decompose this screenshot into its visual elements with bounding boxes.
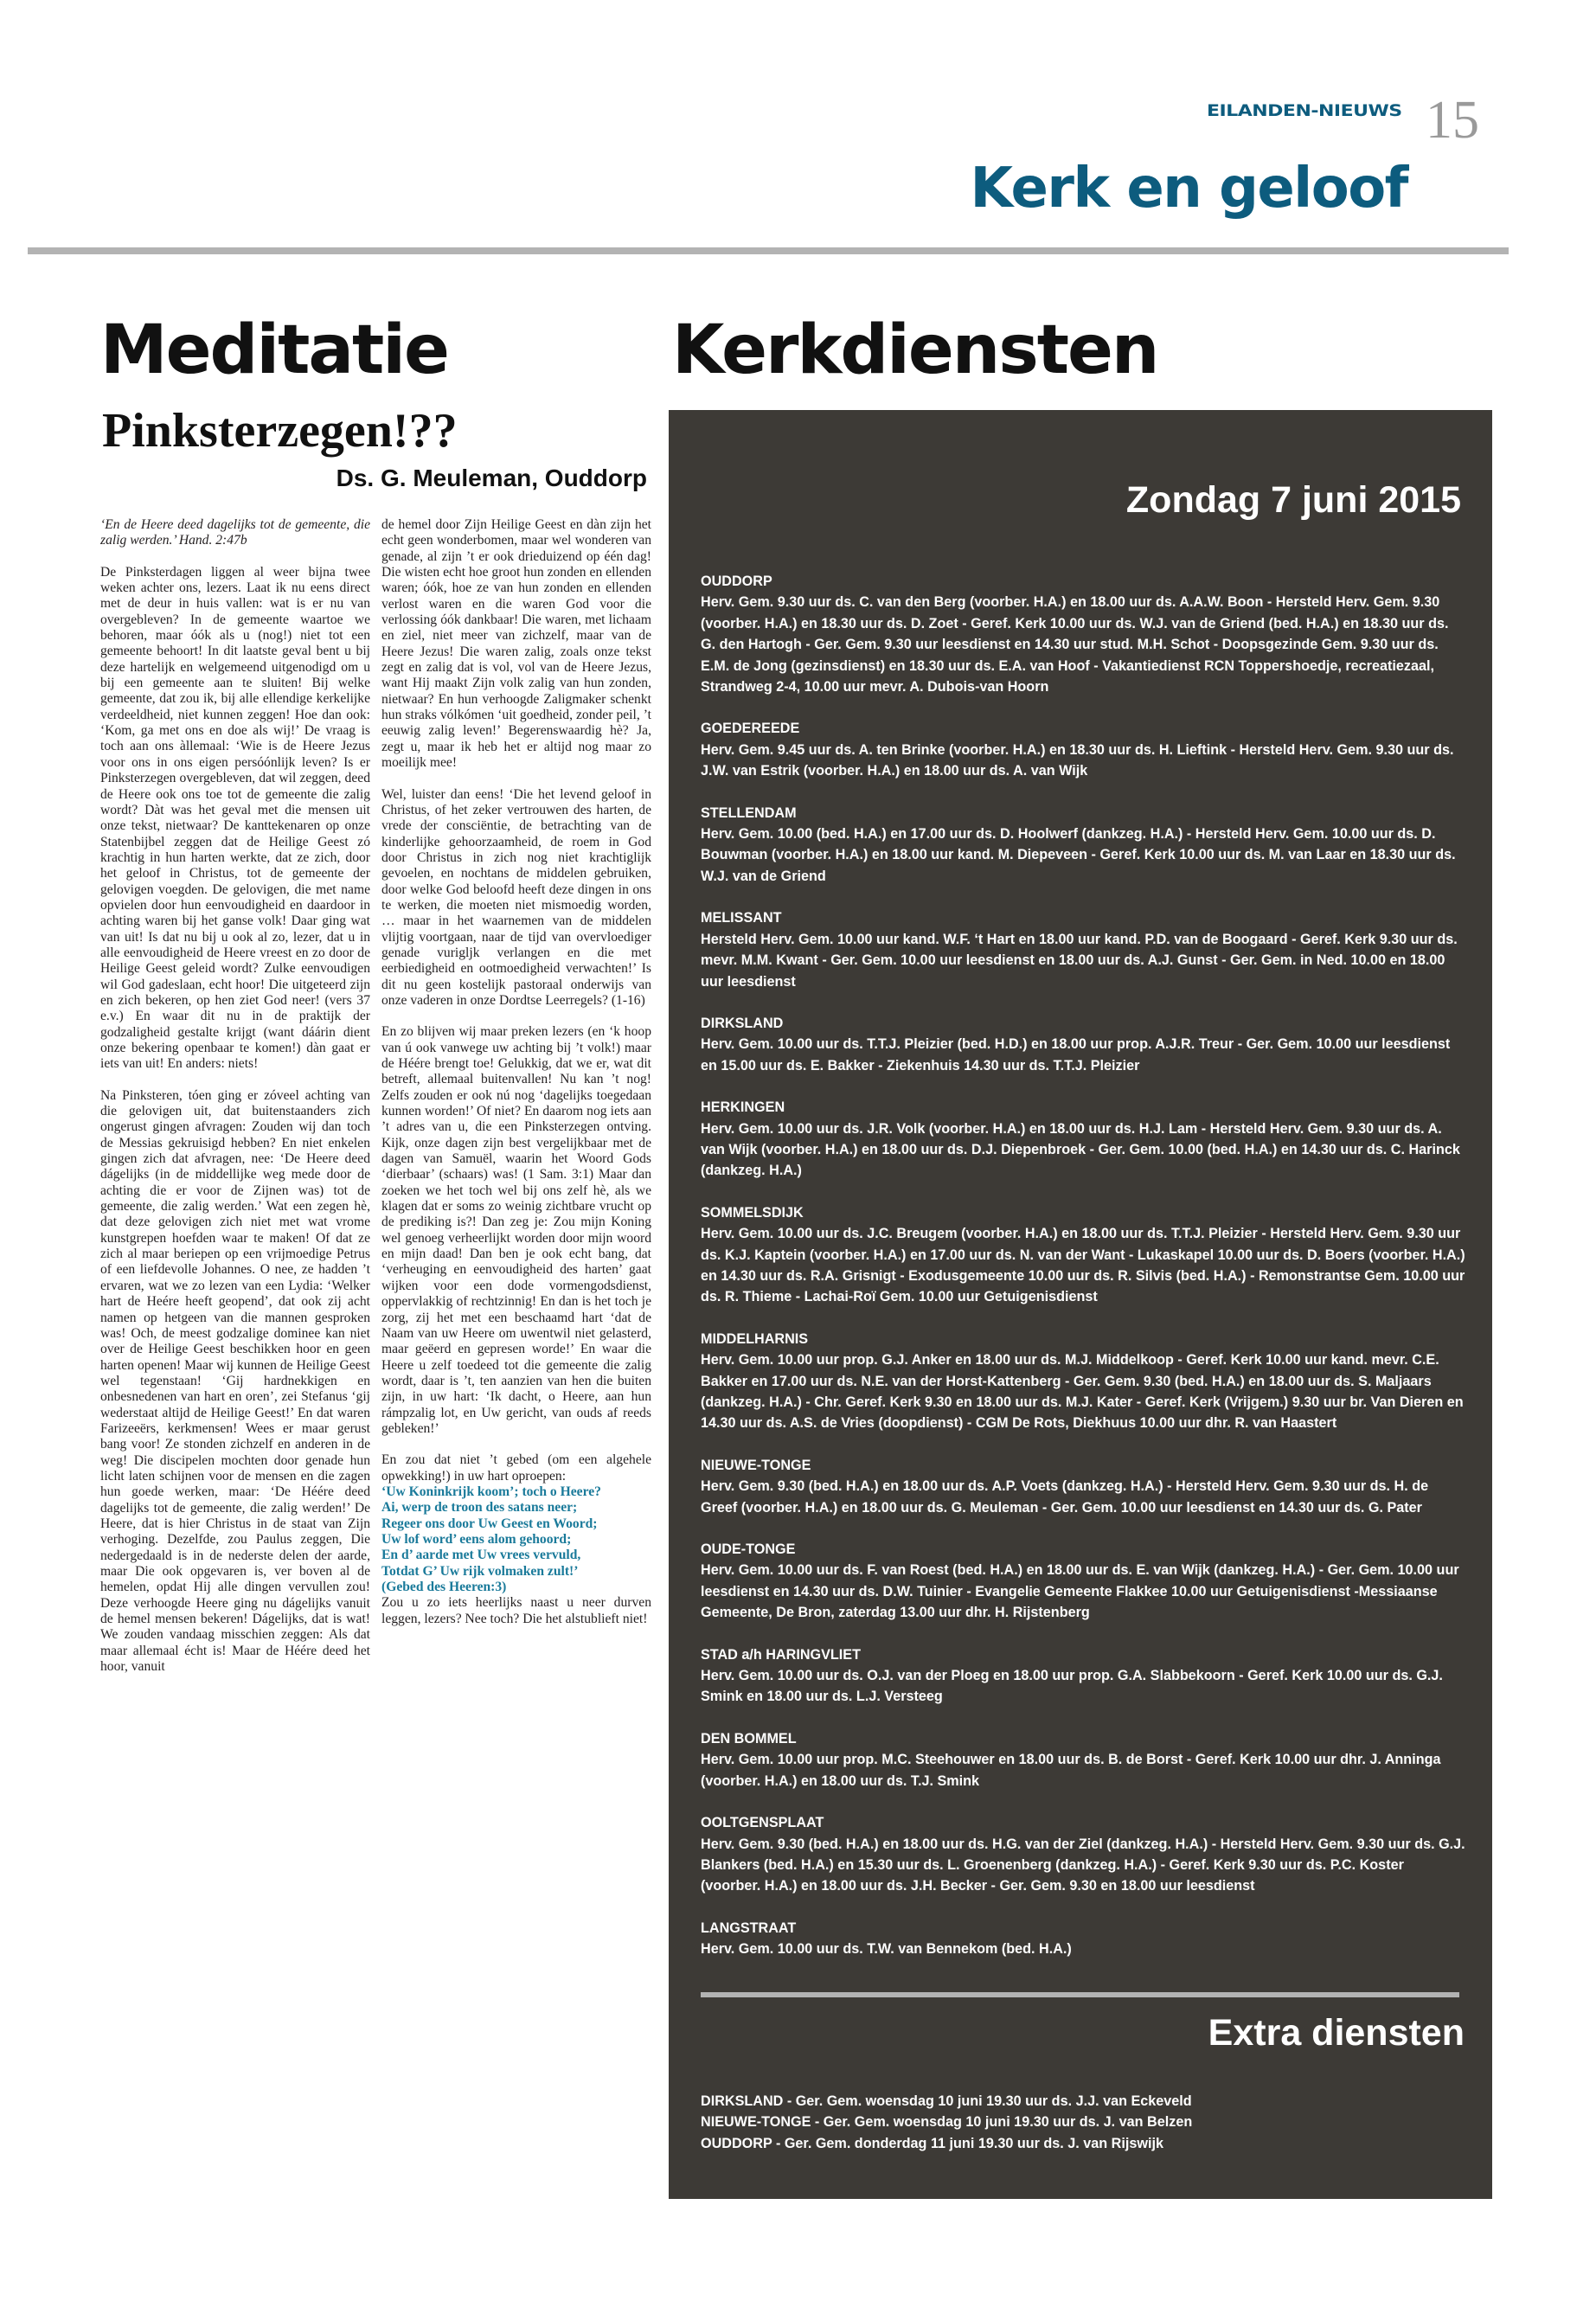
- town-name: DIRKSLAND: [701, 1015, 784, 1031]
- paragraph: Na Pinksteren, tóen ging er zóveel achting van die gelovigen uit, dat buitenstaanders zich ongerust gingen afvragen: Zouden wij dan toch de Messias gekruisigd hebben? En niet enkelen gingen zich dat afvragen, nee: ‘De Heere deed dágelijks (in de middellijke weg mede door de achting die er voor de Zijnen was) tot de gemeente, die zalig werden.’ Wat een zegen hè, dat deze gelovigen zich niet met wat vrome kunstgrepen hoefden waar te maken! Of dat ze zich al maar beriepen op een vrijmoedige Petrus of een liefdevolle Johannes. O nee, ze hadden ’t ervaren, wat we zo lezen van een Lydia: ‘Welker hart de Heére heeft geopend’, dat ook zij acht namen op hetgeen van die mannen gesproken was! Och, de meest godzalige dominee kan niet over de Heilige Geest beschikken hoor en geen harten openen! Maar wij kunnen de Heilige Geest wel tegenstaan! ‘Gij hardnekkigen en onbesnedenen van hart en oren’, zei Stefanus ‘gij wederstaat altijd de Heilige Geest!’ En dat waren Farizeeërs, kerkmensen! Wees er maar gerust bang voor! Ze stonden zichzelf en anderen in de weg! Die discipelen mochten door genade hun licht laten schijnen voor de mensen en die zagen hun goede werken, maar: ‘De Héére deed dagelijks tot de gemeente, die zalig werden!’ De Heere, dat is hier Christus in de staat van Zijn verhoging. Dezelfde, zou Paulus zeggen, Die nedergedaald is in de nederste delen der aarde, maar Die ook opgevaren is, ver boven al de hemelen, opdat Hij alle dingen vervullen zou! Deze verhoogde Heere ging nu dágelijks vanuit de hemel mensen bekeren! Dágelijks, dat is wat! We zouden vandaag misschien zeggen: Als dat maar allemaal écht is! Maar de Héére deed het hoor, vanuit: [100, 1087, 370, 1675]
- town-name: NIEUWE-TONGE: [701, 1457, 811, 1473]
- extra-service: DIRKSLAND - Ger. Gem. woensdag 10 juni 19.30 uur ds. J.J. van Eckeveld: [701, 2093, 1192, 2109]
- paragraph: Wel, luister dan eens! ‘Die het levend geloof in Christus, of het zeker vertrouwen des harten, de vrede der consciëntie, de betrachting van de kinderlijke gehoorzaamheid, de roem in God door Christus in zich nog niet krachtiglijk gevoelen, en nochtans de middelen gebruiken, door welke God beloofd heeft deze dingen in ons te werken, die moeten niet mismoedig worden, … maar in het waarnemen van de middelen vlijtig voortgaan, naar de tijd van overvloediger genade vurigljk verlangen en die met eerbiedigheid en ootmoedigheid verwachten!’ Is dit nu geen kostelijk pastoraal onderwijs van onze vaderen in onze Dordtse Leerregels? (1-16): [381, 786, 651, 1008]
- church-entry: [701, 1812, 1466, 1897]
- extra-services-heading: Extra diensten: [1208, 2012, 1465, 2054]
- town-name: STAD a/h HARINGVLIET: [701, 1646, 861, 1663]
- services-list: [701, 571, 1466, 1981]
- church-entry: [701, 907, 1466, 992]
- church-entry: [701, 1728, 1466, 1791]
- paragraph: En zou dat niet ’t gebed (om een algehele opwekking!) in uw hart oproepen:: [381, 1452, 651, 1484]
- header-divider: [28, 247, 1509, 254]
- bible-quote: ‘En de Heere deed dagelijks tot de gemeente, die zalig werden.’ Hand. 2:47b: [100, 517, 370, 548]
- page-number: 15: [1426, 91, 1479, 150]
- meditatie-heading: Meditatie: [100, 311, 448, 389]
- verse-line: Regeer ons door Uw Geest en Woord;: [381, 1516, 598, 1531]
- service-times: Herv. Gem. 10.00 uur prop. G.J. Anker en 18.00 uur ds. M.J. Middelkoop - Geref. Kerk 10.00 uur kand. mevr. C.E. Bakker en 17.00 uur ds. N.E. van der Horst-Kattenberg - Ger. Gem. 9.30 (bed. H.A.) en 18.00 uur ds. S. Maljaars (dankzeg. H.A.) - Chr. Geref. Kerk 9.30 en 18.00 uur ds. M.J. Kater - Geref. Kerk (Vrijgem.) 9.30 uur br. Van Dieren en 14.30 uur ds. A.S. de Vries (doopdienst) - CGM De Rots, Diekhuus 10.00 uur dhr. R. van Haastert: [701, 1352, 1464, 1432]
- masthead-logo: EILANDEN-NIEUWS: [1207, 101, 1402, 121]
- paragraph: de hemel door Zijn Heilige Geest en dàn zijn het echt geen wonderbomen, maar wel wonderen van genade, al zijn ’t er ook drieduizend op één dag! Die wisten echt hoe groot hun zonden en ellenden waren; óók, hoe ze van hun zonden en ellenden verlost waren en die waren God voor die verlossing óók dankbaar! Die waren, met lichaam en ziel, niet meer van zichzelf, maar van de Heere Jezus! Die waren zalig, zoals onze tekst zegt en zalig dat is vol, vol van de Heere Jezus, want Hij maakt Zijn volk zalig van hun zonden, nietwaar? En hun verhoogde Zaligmaker schenkt hun straks vólkómen ‘uit goedheid, zonder peil, ’t eeuwig zalig leven!’ Begerenswaardig hè? Ja, zegt u, maar ik heb het er altijd nog maar zo moeilijk mee!: [381, 517, 651, 771]
- meditatie-column-2: [381, 517, 651, 1643]
- meditatie-column-1: [100, 517, 370, 1690]
- church-entry: [701, 1329, 1466, 1434]
- town-name: MELISSANT: [701, 910, 782, 926]
- church-entry: [701, 1202, 1466, 1308]
- town-name: DEN BOMMEL: [701, 1730, 797, 1747]
- town-name: GOEDEREEDE: [701, 721, 800, 737]
- service-times: Herv. Gem. 10.00 uur ds. T.T.J. Pleizier (bed. H.D.) en 18.00 uur prop. A.J.R. Treur - Ger. Gem. 10.00 uur leesdienst en 15.00 uur ds. E. Bakker - Ziekenhuis 14.30 uur ds. T.T.J. Pleizier: [701, 1036, 1451, 1074]
- service-times: Herv. Gem. 9.30 (bed. H.A.) en 18.00 uur ds. A.P. Voets (dankzeg. H.A.) - Hersteld Herv. Gem. 9.30 uur ds. H. de Greef (voorber. H.A.) en 18.00 uur ds. G. Meuleman - Ger. Gem. 10.00 uur leesdienst en 14.30 uur ds. G. Pater: [701, 1478, 1429, 1516]
- service-times: Herv. Gem. 9.30 uur ds. C. van den Berg (voorber. H.A.) en 18.00 uur ds. A.A.W. Boon - Hersteld Herv. Gem. 9.30 (voorber. H.A.) en 18.30 uur ds. D. Zoet - Geref. Kerk 10.00 uur ds. W.J. van de Griend (bed. H.A.) en 18.30 uur ds. G. den Hartogh - Ger. Gem. 9.30 uur leesdienst en 14.30 uur stud. M.H. Schot - Doopsgezinde Gem. 9.30 uur ds. E.M. de Jong (gezinsdienst) en 18.30 uur ds. E.A. van Hoof - Vakantiedienst RCN Toppershoedje, recreatiezaal, Strandweg 2-4, 10.00 uur mevr. A. Dubois-van Hoorn: [701, 594, 1449, 695]
- service-times: Herv. Gem. 10.00 uur ds. T.W. van Bennekom (bed. H.A.): [701, 1941, 1072, 1958]
- town-name: HERKINGEN: [701, 1099, 785, 1116]
- service-times: Herv. Gem. 10.00 uur ds. J.R. Volk (voorber. H.A.) en 18.00 uur ds. H.J. Lam - Hersteld Herv. Gem. 9.30 uur ds. A. van Wijk (voorber. H.A.) en 18.00 uur ds. D.J. Diepenbroek - Ger. Gem. 10.00 (bed. H.A.) en 14.30 uur ds. C. Harinck (dankzeg. H.A.): [701, 1120, 1460, 1179]
- paragraph: Zou u zo iets heerlijks naast u neer durven leggen, lezers? Nee toch? Die het alstublieft niet!: [381, 1595, 651, 1626]
- service-times: Herv. Gem. 10.00 uur prop. M.C. Steehouwer en 18.00 uur ds. B. de Borst - Geref. Kerk 10.00 uur dhr. J. Anninga (voorber. H.A.) en 18.00 uur ds. T.J. Smink: [701, 1752, 1441, 1789]
- town-name: SOMMELSDIJK: [701, 1204, 804, 1221]
- paragraph: En zo blijven wij maar preken lezers (en ‘k hoop van ú ook vanwege uw achting bij ’t volk!) maar de Héére brengt toe! Gelukkig, dat we er, wat dit betreft, allemaal buitenvallen! Nu kan ’t nog! Zelfs zouden er ook nú nog ‘dagelijks toegedaan kunnen worden!’ Of niet? En daarom nog iets aan ’t adres van u, die een Pinksterzegen ontving. Kijk, onze dagen zijn best vergelijkbaar met de dagen van Samuël, waarin het Woord Gods ‘dierbaar’ (schaars) was! (1 Sam. 3:1) Maar dan zoeken we het toch wel bij ons zelf hè, als we klagen dat er soms zo weinig zichtbare vrucht op de prediking is?! Dan zeg je: Zou mijn Koning wel genoeg verheerlijkt worden door mijn woord en mijn daad! Dan ben je ook echt bang, dat ‘verheuging en eenvoudigheid des harten’ gaat wijken voor een dode vormengodsdienst, oppervlakkig of rechtzinnig! En dan is het toch je zorg, zij het met een beschaamd hart ‘dat de Naam van uw Heere om uwentwil niet gelasterd, maar geëerd en gepresen worde!’ En waar die Heere u zelf toedeed tot die gemeente die zalig wordt, daar is ’t, ten aanzien van hen die buiten zijn, in uw hart: ‘Ik dacht, o Heere, aan hun rámpzalig lot, en Uw gericht, van ouds af reeds gebleken!’: [381, 1024, 651, 1436]
- kerkdiensten-heading: Kerkdiensten: [672, 311, 1158, 389]
- service-times: Herv. Gem. 9.30 (bed. H.A.) en 18.00 uur ds. H.G. van der Ziel (dankzeg. H.A.) - Hersteld Herv. Gem. 9.30 uur ds. G.J. Blankers (bed. H.A.) en 15.30 uur ds. L. Groenenberg (dankzeg. H.A.) - Geref. Kerk 9.30 uur ds. P.C. Koster (voorber. H.A.) en 18.00 uur ds. J.H. Becker - Ger. Gem. 9.30 en 18.00 uur leesdienst: [701, 1836, 1465, 1894]
- service-times: Herv. Gem. 9.45 uur ds. A. ten Brinke (voorber. H.A.) en 18.30 uur ds. H. Lieftink - Hersteld Herv. Gem. 9.30 uur ds. J.W. van Estrik (voorber. H.A.) en 18.00 uur ds. A. van Wijk: [701, 741, 1454, 779]
- service-times: Herv. Gem. 10.00 uur ds. J.C. Breugem (voorber. H.A.) en 18.00 uur ds. T.T.J. Pleizier - Hersteld Herv. Gem. 9.30 uur ds. K.J. Kaptein (voorber. H.A.) en 17.00 uur ds. N. van der Want - Lukaskapel 10.00 uur ds. D. Boers (voorber. H.A.) en 14.30 uur ds. R.A. Grisnigt - Exodusgemeente 10.00 uur ds. R. Silvis (bed. H.A.) - Remonstrantse Gem. 10.00 uur ds. R. Thieme - Lachai-Roï Gem. 10.00 uur Getuigenisdienst: [701, 1226, 1465, 1305]
- meditatie-author: Ds. G. Meuleman, Ouddorp: [336, 465, 647, 491]
- extra-services-list: [701, 2091, 1466, 2154]
- meditatie-title: Pinksterzegen!??: [102, 404, 458, 458]
- verse-line: ‘Uw Koninkrijk koom’; toch o Heere?: [381, 1484, 601, 1499]
- service-times: Herv. Gem. 10.00 uur ds. F. van Roest (bed. H.A.) en 18.00 uur ds. E. van Wijk (dankzeg. H.A.) - Ger. Gem. 10.00 uur leesdienst en 14.30 uur ds. D.W. Tuinier - Evangelie Gemeente Flakkee 10.00 uur Getuigenisdienst -Messiaanse Gemeente, De Bron, zaterdag 13.00 uur dhr. H. Rijstenberg: [701, 1562, 1459, 1621]
- verse-line: (Gebed des Heeren:3): [381, 1580, 507, 1594]
- verse-line: Totdat G’ Uw rijk volmaken zult!’: [381, 1563, 579, 1579]
- church-entry: [701, 1539, 1466, 1624]
- church-entry: [701, 718, 1466, 781]
- church-entry: [701, 803, 1466, 888]
- service-times: Hersteld Herv. Gem. 10.00 uur kand. W.F. ‘t Hart en 18.00 uur kand. P.D. van de Boogaard - Geref. Kerk 9.30 uur ds. mevr. M.M. Kwant - Ger. Gem. 10.00 uur leesdienst en 18.00 uur ds. A.J. Gunst - Ger. Gem. in Ned. 10.00 en 18.00 uur leesdienst: [701, 931, 1458, 990]
- church-entry: [701, 1918, 1466, 1960]
- extra-service: OUDDORP - Ger. Gem. donderdag 11 juni 19.30 uur ds. J. van Rijswijk: [701, 2135, 1163, 2151]
- town-name: STELLENDAM: [701, 804, 797, 821]
- church-entry: [701, 1097, 1466, 1182]
- town-name: MIDDELHARNIS: [701, 1330, 809, 1347]
- service-times: Herv. Gem. 10.00 uur ds. O.J. van der Ploeg en 18.00 uur prop. G.A. Slabbekoorn - Geref. Kerk 10.00 uur ds. G.J. Smink en 18.00 uur ds. L.J. Versteeg: [701, 1668, 1443, 1705]
- service-times: Herv. Gem. 10.00 (bed. H.A.) en 17.00 uur ds. D. Hoolwerf (dankzeg. H.A.) - Hersteld Herv. Gem. 10.00 uur ds. D. Bouwman (voorber. H.A.) en 18.00 uur kand. M. Diepeveen - Geref. Kerk 10.00 uur ds. M. van Laar en 18.30 uur ds. W.J. van de Griend: [701, 826, 1456, 884]
- town-name: OUDDORP: [701, 574, 772, 589]
- town-name: OUDE-TONGE: [701, 1541, 796, 1558]
- church-entry: [701, 1644, 1466, 1708]
- verse-line: Uw lof word’ eens alom gehoord;: [381, 1531, 572, 1547]
- extra-service: NIEUWE-TONGE - Ger. Gem. woensdag 10 juni 19.30 uur ds. J. van Belzen: [701, 2114, 1193, 2131]
- verse-line: En d’ aarde met Uw vrees vervuld,: [381, 1548, 581, 1563]
- church-entry: [701, 1455, 1466, 1518]
- extra-divider: [701, 1992, 1459, 1997]
- section-title: Kerk en geloof: [970, 157, 1407, 221]
- church-entry: [701, 571, 1466, 697]
- church-entry: [701, 1013, 1466, 1076]
- town-name: LANGSTRAAT: [701, 1920, 797, 1936]
- services-date: Zondag 7 juni 2015: [1125, 479, 1461, 521]
- verse-line: Ai, werp de troon des satans neer;: [381, 1500, 578, 1516]
- town-name: OOLTGENSPLAAT: [701, 1815, 824, 1831]
- verse-block: [381, 1484, 651, 1595]
- paragraph: De Pinksterdagen liggen al weer bijna twee weken achter ons, lezers. Laat ik nu eens direct met de deur in huis vallen: wat is er nu van overgebleven? In de gemeente waartoe we behoren, maar óók als u (nog!) niet tot een gemeente behoort! In dit laatste geval bent u bij deze hartelijk en welgemeend uitgenodigd om u bij een gemeente aan te sluiten! Bij welke gemeente, dat zou ik, bij alle ellendige kerkelijke verdeeldheid, niet kunnen zeggen! Hoe dan ook: ‘Kom, ga met ons en doe als wij!’ De vraag is toch aan ons àllemaal: ‘Wie is de Heere Jezus voor ons in ons eigen persóónlijk leven? Is er Pinksterzegen overgebleven, dat wil zeggen, deed de Heere ook ons toe tot de gemeente die zalig wordt? Dàt was het geval met die mensen uit onze tekst, nietwaar? De kanttekenaren op onze Statenbijbel zeggen dat de Heilige Geest zó krachtig in hun harten werkte, dat ze zich, door het geloof in Christus, tot de gemeente der gelovigen voegden. De gelovigen, die met name opvielen door hun eenvoudigheid en daardoor in achting waren bij het ganse volk! Daar ging wat van uit! Is dat nu bij u ook al zo, lezer, dat u in alle eenvoudigheid de Heere vreest en zo door de Heilige Geest geleid wordt? Zulke eenvoudigen wil God gadeslaan, echt hoor! Die uitgeteerd zijn en zich bekeren, op hen ziet God neer! (vers 37 e.v.) En waar dit nu in de praktijk der godzaligheid gestalte krijgt (want dáárin dient onze bekering openbaar te komen!) dàn gaat er iets van uit! En anders: niets!: [100, 564, 370, 1072]
